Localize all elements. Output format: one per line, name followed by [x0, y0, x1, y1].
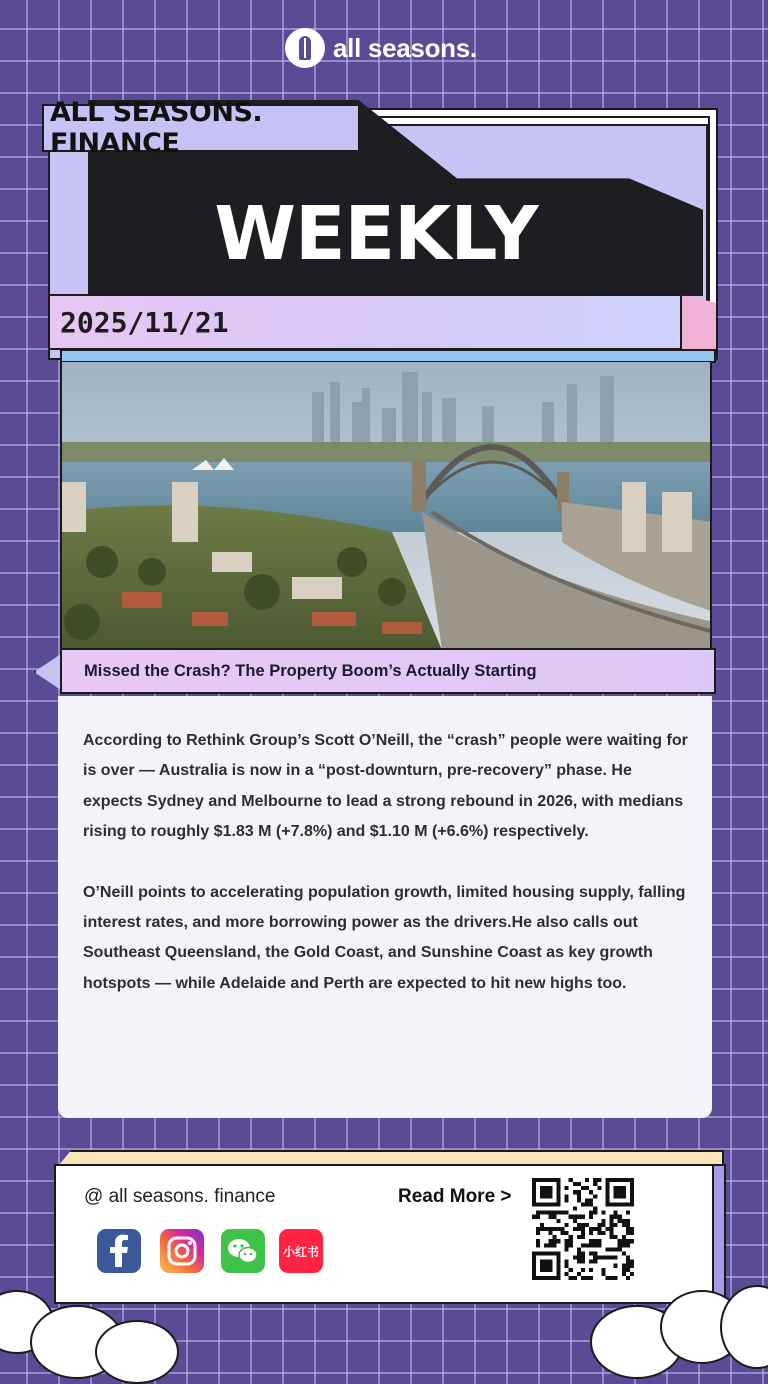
date-bar-underside [60, 349, 716, 363]
all-seasons-logo-icon [285, 28, 325, 68]
wechat-icon[interactable] [221, 1229, 265, 1273]
xiaohongshu-icon[interactable] [279, 1229, 323, 1273]
cloud-decoration [95, 1320, 179, 1384]
xiaohongshu-label: 小红书 [282, 1244, 319, 1259]
date-bar [48, 294, 682, 350]
read-more-link[interactable]: Read More > [398, 1186, 512, 1207]
brand-logo[interactable] [285, 26, 477, 70]
article-paragraph: According to Rethink Group’s Scott O’Neill, the “crash” people were waiting for is over — Australia is now in a “post-downturn, pre-recovery” phase. He expects Sydney and Melbourne to lead a strong rebound in 2026, with medians rising to roughly $1.83 M (+7.8%) and $1.10 M (+6.6%) respectively. [83, 732, 688, 841]
article-paragraph: O’Neill points to accelerating population growth, limited housing supply, falling interest rates, and more borrowing power as the drivers.He also calls out Southeast Queensland, the Gold Coast, and Sunshine Coast as key growth hotspots — while Adelaide and Perth are expected to hit new highs too. [83, 883, 686, 992]
qr-code-icon[interactable] [532, 1178, 634, 1280]
article-headline[interactable] [60, 648, 716, 694]
issue-date: 2025/11/21 [60, 305, 229, 339]
instagram-icon[interactable] [160, 1229, 204, 1273]
sydney-harbour-photo [60, 362, 712, 650]
header-tag [42, 97, 360, 159]
sydney-harbour-illustration [62, 362, 712, 650]
header-tag-text: ALL SEASONS. FINANCE [50, 97, 263, 159]
footer-side-edge [712, 1164, 726, 1306]
page-title: WEEKLY [214, 191, 538, 277]
article-body [58, 696, 712, 1118]
brand-name: all seasons. [333, 32, 477, 63]
facebook-icon[interactable] [97, 1229, 141, 1273]
article-headline-text: Missed the Crash? The Property Boom’s Actually Starting [84, 661, 537, 680]
social-handle[interactable]: @ all seasons. finance [84, 1186, 276, 1207]
